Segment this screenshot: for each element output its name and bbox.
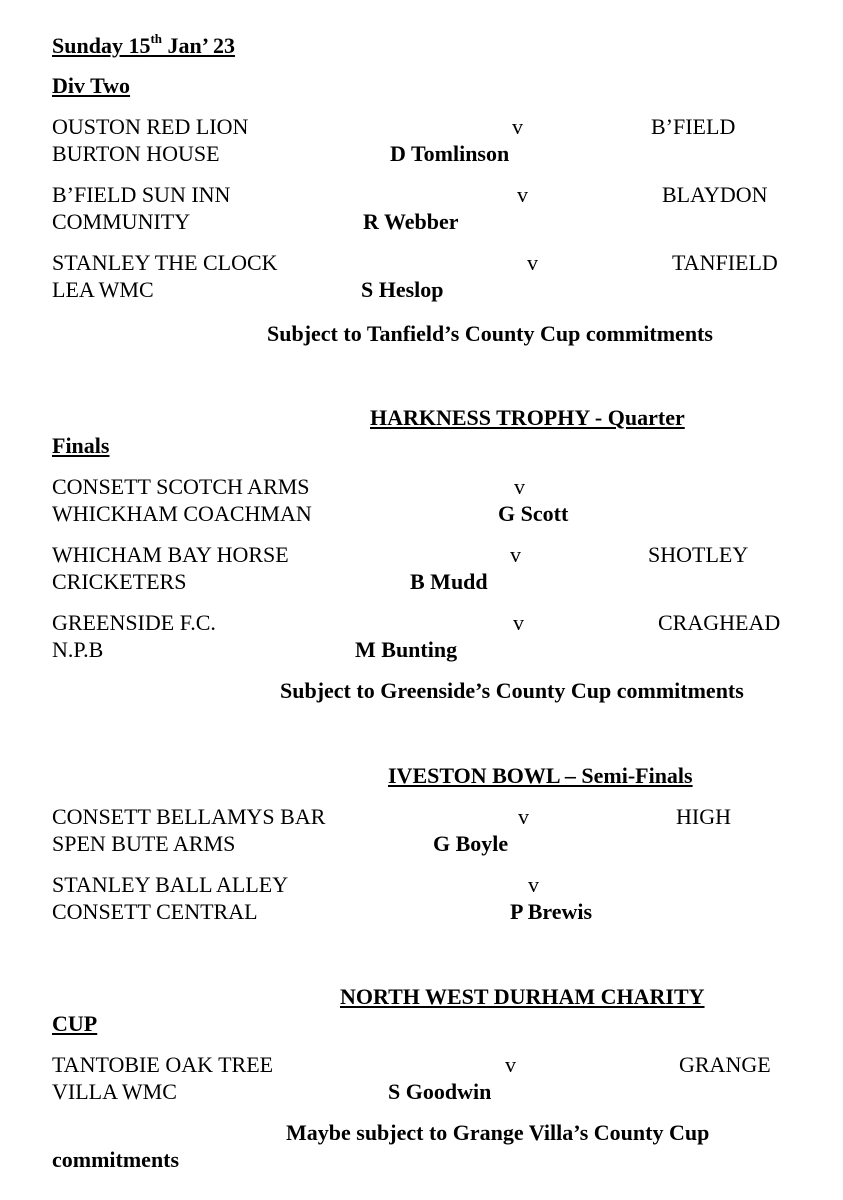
fixture-home: OUSTON RED LION (52, 114, 249, 139)
charity-note: Maybe subject to Grange Villa’s County Cup (286, 1120, 710, 1145)
div-two-note: Subject to Tanfield’s County Cup commitments (267, 321, 713, 346)
fixture-away-cont: SPEN BUTE ARMS (52, 831, 236, 856)
fixture-away-cont: N.P.B (52, 637, 104, 662)
fixture-away-cont: CONSETT CENTRAL (52, 899, 258, 924)
fixture-referee: S Heslop (361, 277, 444, 302)
fixture-referee: D Tomlinson (390, 141, 510, 166)
iveston-heading: IVESTON BOWL – Semi-Finals (388, 763, 693, 788)
charity-heading: NORTH WEST DURHAM CHARITY (340, 984, 705, 1009)
fixture-vs: v (513, 610, 524, 635)
fixture-vs: v (527, 250, 538, 275)
fixture-away-cont: COMMUNITY (52, 209, 191, 234)
div-two-heading: Div Two (52, 73, 131, 98)
fixture-vs: v (512, 114, 523, 139)
date-heading: Sunday 15th Jan’ 23 (52, 30, 235, 58)
fixture-referee: R Webber (363, 209, 459, 234)
fixture-referee: G Boyle (433, 831, 509, 856)
fixture-home: WHICHAM BAY HORSE (52, 542, 289, 567)
fixture-away: B’FIELD (651, 114, 736, 139)
fixture-vs: v (528, 872, 539, 897)
fixture-away: BLAYDON (662, 182, 768, 207)
harkness-note: Subject to Greenside’s County Cup commitments (280, 678, 744, 703)
fixture-home: CONSETT BELLAMYS BAR (52, 804, 326, 829)
fixture-referee: M Bunting (355, 637, 458, 662)
fixture-away: CRAGHEAD (658, 610, 781, 635)
fixture-home: GREENSIDE F.C. (52, 610, 216, 635)
fixture-away: SHOTLEY (648, 542, 749, 567)
fixture-referee: S Goodwin (388, 1079, 492, 1104)
fixture-home: TANTOBIE OAK TREE (52, 1052, 274, 1077)
fixture-referee: P Brewis (510, 899, 593, 924)
fixture-away: TANFIELD (672, 250, 778, 275)
fixture-home: STANLEY BALL ALLEY (52, 872, 289, 897)
fixture-referee: B Mudd (410, 569, 488, 594)
fixture-vs: v (514, 474, 525, 499)
charity-note-cont: commitments (52, 1147, 180, 1172)
fixture-vs: v (518, 804, 529, 829)
fixture-away-cont: WHICKHAM COACHMAN (52, 501, 312, 526)
harkness-heading-cont: Finals (52, 433, 110, 458)
fixture-away-cont: LEA WMC (52, 277, 154, 302)
fixture-away: HIGH (676, 804, 731, 829)
fixture-vs: v (517, 182, 528, 207)
fixture-home: CONSETT SCOTCH ARMS (52, 474, 310, 499)
fixture-away-cont: VILLA WMC (52, 1079, 177, 1104)
fixture-home: B’FIELD SUN INN (52, 182, 231, 207)
fixture-away: GRANGE (679, 1052, 771, 1077)
fixture-away-cont: BURTON HOUSE (52, 141, 220, 166)
fixture-away-cont: CRICKETERS (52, 569, 187, 594)
harkness-heading: HARKNESS TROPHY - Quarter (370, 405, 685, 430)
fixture-vs: v (510, 542, 521, 567)
fixture-referee: G Scott (498, 501, 569, 526)
fixture-vs: v (505, 1052, 516, 1077)
fixture-home: STANLEY THE CLOCK (52, 250, 278, 275)
charity-heading-cont: CUP (52, 1011, 98, 1036)
